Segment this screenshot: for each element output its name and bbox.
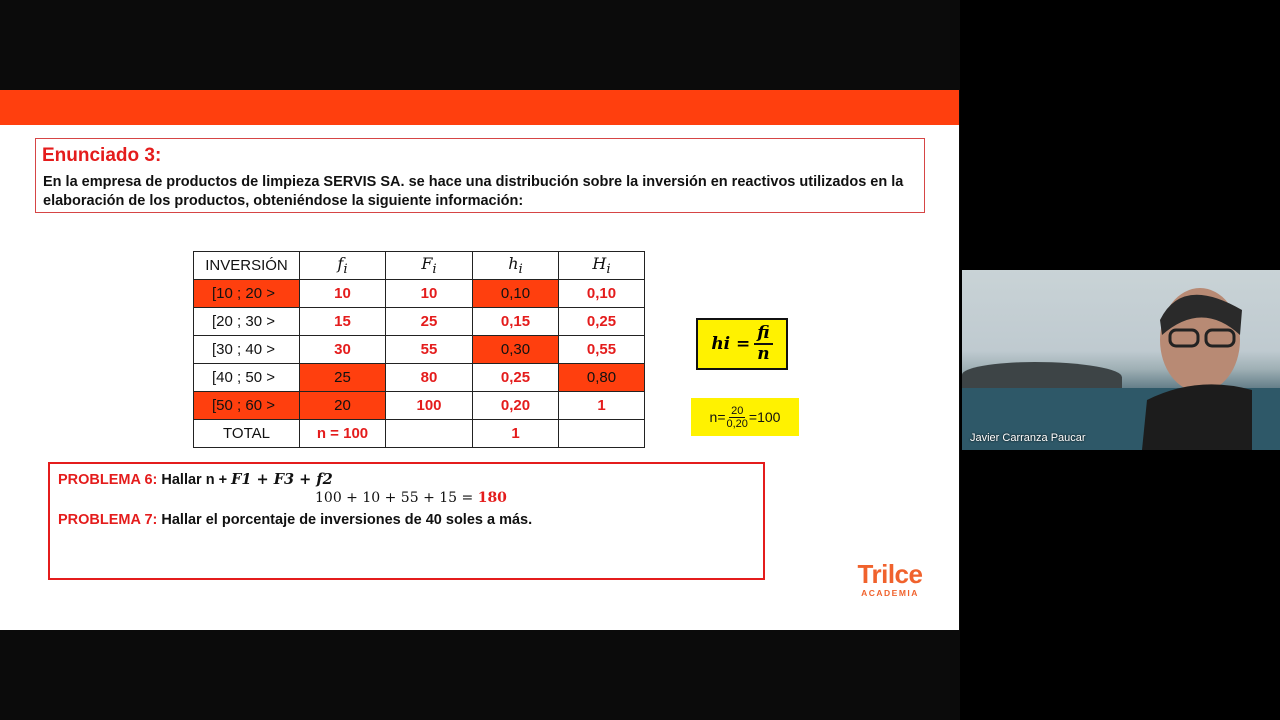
problem-7-label: PROBLEMA 7: [58, 512, 158, 528]
table-row [194, 336, 645, 364]
trilce-logo [850, 560, 930, 598]
problem-7-text: Hallar el porcentaje de inversiones de 40 soles a más. [161, 512, 533, 528]
total-label: TOTAL [194, 420, 300, 448]
statement-box [35, 138, 925, 213]
header-fi: $f_i$ [300, 252, 386, 280]
calc-result: 180 [477, 490, 507, 506]
formula-lhs: hi = [711, 334, 751, 354]
Hi-cell: 0,55 [559, 336, 645, 364]
formula-fraction [754, 324, 772, 364]
interval-cell: [20 ; 30 > [194, 308, 300, 336]
problem-7 [58, 512, 532, 528]
fi-cell: 25 [300, 364, 386, 392]
calc-expression: 100 + 10 + 55 + 15 = [315, 490, 478, 506]
problem-6-expression: F1 + F3 + f2 [231, 471, 333, 488]
hi-cell: 0,30 [473, 336, 559, 364]
Fi-cell: 100 [386, 392, 473, 420]
header-inversion: INVERSIÓN [194, 252, 300, 280]
hi-cell: 0,25 [473, 364, 559, 392]
interval-cell: [30 ; 40 > [194, 336, 300, 364]
problems-box [48, 462, 765, 580]
statement-body: En la empresa de productos de limpieza SERVIS SA. se hace una distribución sobre la inversión en reactivos utilizados en la elaboración de los productos, obteniéndose la siguiente información: [43, 174, 904, 209]
formula-denominator: n [757, 344, 770, 364]
Hi-cell: 0,25 [559, 308, 645, 336]
table-row [194, 308, 645, 336]
total-fi: n = 100 [300, 420, 386, 448]
hi-cell: 0,15 [473, 308, 559, 336]
interval-cell: [10 ; 20 > [194, 280, 300, 308]
Fi-cell: 10 [386, 280, 473, 308]
problem-6 [58, 471, 333, 488]
interval-cell: [40 ; 50 > [194, 364, 300, 392]
frequency-table [193, 251, 645, 448]
n-fraction [727, 405, 748, 430]
table-row [194, 280, 645, 308]
participant-name: Javier Carranza Paucar [970, 432, 1086, 444]
interval-cell: [50 ; 60 > [194, 392, 300, 420]
table-total-row [194, 420, 645, 448]
problem-6-text: Hallar n + [161, 472, 232, 488]
participant-silhouette [1142, 280, 1252, 450]
table-row [194, 364, 645, 392]
Hi-cell: 0,80 [559, 364, 645, 392]
background-island [962, 362, 1122, 390]
Fi-cell: 80 [386, 364, 473, 392]
header-Hi: $H_i$ [559, 252, 645, 280]
slide-header-bar [0, 90, 959, 125]
fi-cell: 10 [300, 280, 386, 308]
problem-6-label: PROBLEMA 6: [58, 472, 158, 488]
n-suffix: =100 [748, 409, 781, 425]
hi-formula-box [696, 318, 788, 370]
participant-video-tile[interactable] [962, 270, 1280, 450]
fi-cell: 15 [300, 308, 386, 336]
statement-title: Enunciado 3: [42, 145, 162, 166]
n-prefix: n= [709, 409, 726, 425]
n-calculation-box [691, 398, 799, 436]
logo-sub: ACADEMIA [861, 588, 919, 598]
Fi-cell: 25 [386, 308, 473, 336]
table-row [194, 392, 645, 420]
Hi-cell: 1 [559, 392, 645, 420]
total-Hi-empty [559, 420, 645, 448]
table-header-row [194, 252, 645, 280]
Fi-cell: 55 [386, 336, 473, 364]
n-numerator: 20 [731, 404, 744, 417]
header-hi: $h_i$ [473, 252, 559, 280]
logo-name: Trilce [857, 559, 923, 589]
Hi-cell: 0,10 [559, 280, 645, 308]
total-hi: 1 [473, 420, 559, 448]
hi-cell: 0,10 [473, 280, 559, 308]
total-Fi-empty [386, 420, 473, 448]
presentation-slide [0, 90, 959, 630]
problem-6-calculation [315, 490, 507, 506]
n-denominator: 0,20 [726, 417, 748, 430]
formula-numerator: fi [754, 324, 772, 345]
fi-cell: 20 [300, 392, 386, 420]
header-Fi: $F_i$ [386, 252, 473, 280]
fi-cell: 30 [300, 336, 386, 364]
hi-cell: 0,20 [473, 392, 559, 420]
